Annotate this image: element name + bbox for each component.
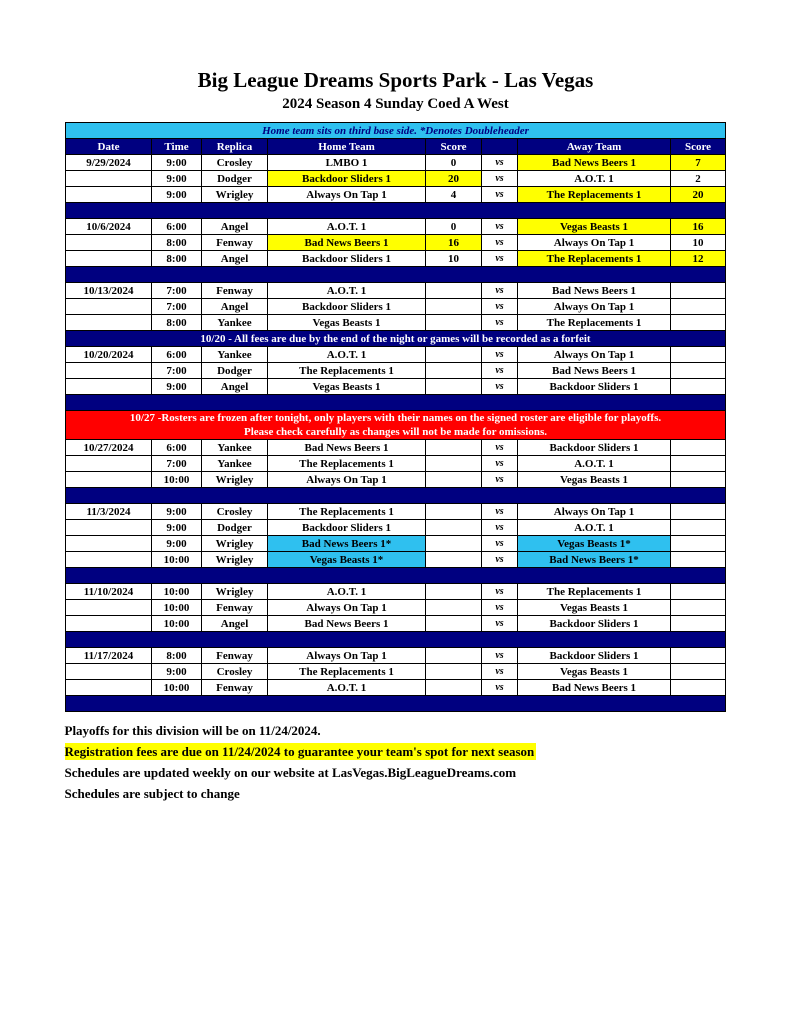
separator-row [66,203,726,219]
away-score-cell [671,315,726,331]
separator-bar [66,632,726,648]
home-score-cell [426,347,482,363]
away-team-cell: Always On Tap 1 [518,347,671,363]
time-cell: 6:00 [152,219,202,235]
away-score-cell [671,584,726,600]
home-score-cell [426,440,482,456]
time-cell: 9:00 [152,504,202,520]
vs-label: vs [482,584,518,600]
date-cell [66,664,152,680]
replica-cell: Fenway [202,235,268,251]
away-score-cell [671,456,726,472]
vs-label: vs [482,552,518,568]
game-row [66,235,726,251]
game-row [66,552,726,568]
date-cell [66,251,152,267]
away-team-cell: The Replacements 1 [518,187,671,203]
home-score-cell [426,584,482,600]
date-cell [66,315,152,331]
game-row [66,472,726,488]
game-row [66,680,726,696]
replica-cell: Angel [202,219,268,235]
away-score-cell [671,379,726,395]
away-score-cell: 20 [671,187,726,203]
date-cell [66,299,152,315]
table-header-row [66,139,726,155]
away-score-cell [671,536,726,552]
column-header-home-team: Home Team [268,139,426,155]
vs-label: vs [482,536,518,552]
game-row [66,600,726,616]
date-cell [66,235,152,251]
away-score-cell [671,472,726,488]
home-team-cell: The Replacements 1 [268,664,426,680]
vs-label: vs [482,472,518,488]
away-team-cell: Backdoor Sliders 1 [518,440,671,456]
home-score-cell [426,600,482,616]
away-score-cell: 12 [671,251,726,267]
away-score-cell [671,520,726,536]
away-team-cell: Backdoor Sliders 1 [518,648,671,664]
away-team-cell: Always On Tap 1 [518,235,671,251]
separator-bar [66,267,726,283]
fees-notice-text: 10/20 - All fees are due by the end of the night or games will be recorded as a forfeit [66,331,726,347]
game-row [66,251,726,267]
home-score-cell [426,472,482,488]
column-header-date: Date [66,139,152,155]
home-score-cell [426,379,482,395]
time-cell: 7:00 [152,299,202,315]
date-cell: 10/6/2024 [66,219,152,235]
home-score-cell [426,552,482,568]
game-row [66,315,726,331]
time-cell: 9:00 [152,171,202,187]
replica-cell: Dodger [202,171,268,187]
footer-note-text: Schedules are updated weekly on our website at LasVegas.BigLeagueDreams.com [64,765,517,780]
game-row [66,155,726,171]
separator-bar [66,568,726,584]
replica-cell: Wrigley [202,536,268,552]
away-team-cell: Bad News Beers 1 [518,680,671,696]
time-cell: 10:00 [152,600,202,616]
date-cell [66,363,152,379]
home-score-cell [426,283,482,299]
home-team-cell: The Replacements 1 [268,363,426,379]
vs-label: vs [482,251,518,267]
away-team-cell: Bad News Beers 1 [518,155,671,171]
home-score-cell [426,664,482,680]
home-team-cell: Vegas Beasts 1 [268,379,426,395]
home-team-cell: The Replacements 1 [268,456,426,472]
replica-cell: Crosley [202,155,268,171]
home-team-cell: A.O.T. 1 [268,219,426,235]
vs-label: vs [482,171,518,187]
home-team-cell: Backdoor Sliders 1 [268,520,426,536]
replica-cell: Fenway [202,648,268,664]
fees-notice-row [66,331,726,347]
home-team-cell: A.O.T. 1 [268,283,426,299]
away-score-cell [671,504,726,520]
away-score-cell [671,440,726,456]
column-header-away-team: Away Team [518,139,671,155]
home-team-cell: Vegas Beasts 1 [268,315,426,331]
separator-bar [66,696,726,712]
footer-note-text: Playoffs for this division will be on 11/24/2024. [64,723,321,738]
time-cell: 8:00 [152,251,202,267]
time-cell: 8:00 [152,648,202,664]
home-score-cell: 0 [426,155,482,171]
playoffs-note [65,723,727,739]
home-team-cell: A.O.T. 1 [268,584,426,600]
date-cell: 10/13/2024 [66,283,152,299]
vs-label: vs [482,219,518,235]
home-score-cell [426,363,482,379]
away-team-cell: A.O.T. 1 [518,171,671,187]
separator-row [66,632,726,648]
time-cell: 10:00 [152,616,202,632]
away-team-cell: Bad News Beers 1 [518,283,671,299]
away-team-cell: The Replacements 1 [518,584,671,600]
vs-label: vs [482,600,518,616]
away-team-cell: The Replacements 1 [518,251,671,267]
away-team-cell: Vegas Beasts 1 [518,472,671,488]
home-team-cell: Always On Tap 1 [268,187,426,203]
date-cell [66,616,152,632]
date-cell: 9/29/2024 [66,155,152,171]
home-score-cell [426,315,482,331]
home-score-cell [426,680,482,696]
vs-label: vs [482,299,518,315]
replica-cell: Yankee [202,440,268,456]
separator-row [66,267,726,283]
time-cell: 8:00 [152,315,202,331]
away-score-cell [671,299,726,315]
home-score-cell [426,536,482,552]
date-cell [66,379,152,395]
vs-label: vs [482,504,518,520]
game-row [66,363,726,379]
replica-cell: Crosley [202,664,268,680]
separator-row [66,696,726,712]
home-team-cell: Always On Tap 1 [268,472,426,488]
home-team-cell: The Replacements 1 [268,504,426,520]
vs-label: vs [482,680,518,696]
home-score-cell: 16 [426,235,482,251]
home-score-cell: 20 [426,171,482,187]
column-header-score: Score [671,139,726,155]
date-cell [66,552,152,568]
away-team-cell: Vegas Beasts 1 [518,219,671,235]
replica-cell: Wrigley [202,472,268,488]
time-cell: 6:00 [152,347,202,363]
home-team-cell: A.O.T. 1 [268,347,426,363]
home-team-cell: A.O.T. 1 [268,680,426,696]
vs-label: vs [482,664,518,680]
home-score-cell: 0 [426,219,482,235]
away-score-cell [671,600,726,616]
vs-label: vs [482,363,518,379]
home-team-cell: Bad News Beers 1* [268,536,426,552]
game-row [66,648,726,664]
home-score-cell [426,520,482,536]
footer-note-text: Schedules are subject to change [64,786,240,801]
away-team-cell: Vegas Beasts 1 [518,600,671,616]
page-title: Big League Dreams Sports Park - Las Vegas [197,68,594,92]
game-row [66,536,726,552]
home-team-cell: Bad News Beers 1 [268,616,426,632]
replica-cell: Fenway [202,680,268,696]
separator-bar [66,395,726,411]
game-row [66,664,726,680]
date-cell: 11/10/2024 [66,584,152,600]
away-score-cell: 2 [671,171,726,187]
home-team-cell: Vegas Beasts 1* [268,552,426,568]
away-score-cell [671,648,726,664]
away-team-cell: Vegas Beasts 1 [518,664,671,680]
time-cell: 9:00 [152,379,202,395]
home-team-cell: LMBO 1 [268,155,426,171]
date-cell [66,520,152,536]
replica-cell: Wrigley [202,187,268,203]
replica-cell: Yankee [202,347,268,363]
time-cell: 7:00 [152,456,202,472]
away-team-cell: Always On Tap 1 [518,504,671,520]
vs-label: vs [482,520,518,536]
home-team-cell: Bad News Beers 1 [268,440,426,456]
away-team-cell: Bad News Beers 1 [518,363,671,379]
away-team-cell: Backdoor Sliders 1 [518,379,671,395]
replica-cell: Dodger [202,363,268,379]
vs-label: vs [482,283,518,299]
away-team-cell: Vegas Beasts 1* [518,536,671,552]
game-row [66,299,726,315]
roster-freeze-banner [66,411,726,440]
time-cell: 8:00 [152,235,202,251]
game-row [66,283,726,299]
page-subtitle: 2024 Season 4 Sunday Coed A West [282,96,509,112]
game-row [66,616,726,632]
replica-cell: Yankee [202,315,268,331]
time-cell: 10:00 [152,552,202,568]
time-cell: 10:00 [152,680,202,696]
vs-label: vs [482,347,518,363]
separator-bar [66,488,726,504]
away-team-cell: Bad News Beers 1* [518,552,671,568]
roster-freeze-text [66,411,726,440]
away-score-cell: 10 [671,235,726,251]
game-row [66,171,726,187]
game-row [66,219,726,235]
website-note [65,765,727,781]
info-banner-row [66,123,726,139]
home-score-cell [426,616,482,632]
schedule-table [65,122,726,712]
home-team-cell: Backdoor Sliders 1 [268,299,426,315]
away-team-cell: A.O.T. 1 [518,520,671,536]
time-cell: 9:00 [152,536,202,552]
separator-bar [66,203,726,219]
away-team-cell: Backdoor Sliders 1 [518,616,671,632]
away-team-cell: A.O.T. 1 [518,456,671,472]
home-score-cell [426,648,482,664]
away-score-cell [671,363,726,379]
time-cell: 10:00 [152,584,202,600]
date-cell [66,456,152,472]
roster-freeze-line: Please check carefully as changes will not be made for omissions. [244,426,547,438]
vs-label: vs [482,379,518,395]
home-score-cell [426,504,482,520]
replica-cell: Angel [202,379,268,395]
away-team-cell: The Replacements 1 [518,315,671,331]
home-team-cell: Bad News Beers 1 [268,235,426,251]
vs-label: vs [482,187,518,203]
time-cell: 7:00 [152,283,202,299]
date-cell: 10/20/2024 [66,347,152,363]
game-row [66,520,726,536]
away-score-cell [671,664,726,680]
away-score-cell [671,616,726,632]
away-score-cell [671,680,726,696]
date-cell [66,472,152,488]
home-score-cell: 4 [426,187,482,203]
game-row [66,379,726,395]
footer-notes [65,723,727,802]
replica-cell: Angel [202,299,268,315]
time-cell: 7:00 [152,363,202,379]
date-cell: 11/3/2024 [66,504,152,520]
date-cell: 11/17/2024 [66,648,152,664]
vs-label: vs [482,456,518,472]
game-row [66,456,726,472]
separator-row [66,488,726,504]
vs-label: vs [482,235,518,251]
game-row [66,584,726,600]
column-header-replica: Replica [202,139,268,155]
home-score-cell [426,299,482,315]
roster-freeze-line: 10/27 -Rosters are frozen after tonight, only players with their names on the signed roster are eligible for playoffs. [129,412,662,424]
registration-note [65,744,727,760]
game-row [66,347,726,363]
away-score-cell: 16 [671,219,726,235]
game-row [66,187,726,203]
vs-label: vs [482,440,518,456]
away-score-cell [671,283,726,299]
column-header-score: Score [426,139,482,155]
away-score-cell: 7 [671,155,726,171]
date-cell [66,187,152,203]
column-header-time: Time [152,139,202,155]
date-cell [66,536,152,552]
replica-cell: Dodger [202,520,268,536]
away-team-cell: Always On Tap 1 [518,299,671,315]
time-cell: 9:00 [152,187,202,203]
date-cell [66,680,152,696]
column-header-blank [482,139,518,155]
home-team-cell: Always On Tap 1 [268,648,426,664]
away-score-cell [671,347,726,363]
separator-row [66,395,726,411]
date-cell: 10/27/2024 [66,440,152,456]
info-banner: Home team sits on third base side. *Denotes Doubleheader [66,123,726,139]
home-score-cell [426,456,482,472]
separator-row [66,568,726,584]
date-cell [66,171,152,187]
home-team-cell: Backdoor Sliders 1 [268,251,426,267]
replica-cell: Crosley [202,504,268,520]
time-cell: 6:00 [152,440,202,456]
home-team-cell: Backdoor Sliders 1 [268,171,426,187]
footer-note-text: Registration fees are due on 11/24/2024 to guarantee your team's spot for next season [64,744,535,759]
replica-cell: Angel [202,251,268,267]
vs-label: vs [482,648,518,664]
schedule-change-note [65,786,727,802]
replica-cell: Wrigley [202,584,268,600]
replica-cell: Yankee [202,456,268,472]
game-row [66,440,726,456]
time-cell: 9:00 [152,520,202,536]
time-cell: 10:00 [152,472,202,488]
home-score-cell: 10 [426,251,482,267]
date-cell [66,600,152,616]
home-team-cell: Always On Tap 1 [268,600,426,616]
replica-cell: Wrigley [202,552,268,568]
replica-cell: Angel [202,616,268,632]
vs-label: vs [482,315,518,331]
time-cell: 9:00 [152,155,202,171]
vs-label: vs [482,155,518,171]
vs-label: vs [482,616,518,632]
away-score-cell [671,552,726,568]
time-cell: 9:00 [152,664,202,680]
replica-cell: Fenway [202,283,268,299]
replica-cell: Fenway [202,600,268,616]
game-row [66,504,726,520]
